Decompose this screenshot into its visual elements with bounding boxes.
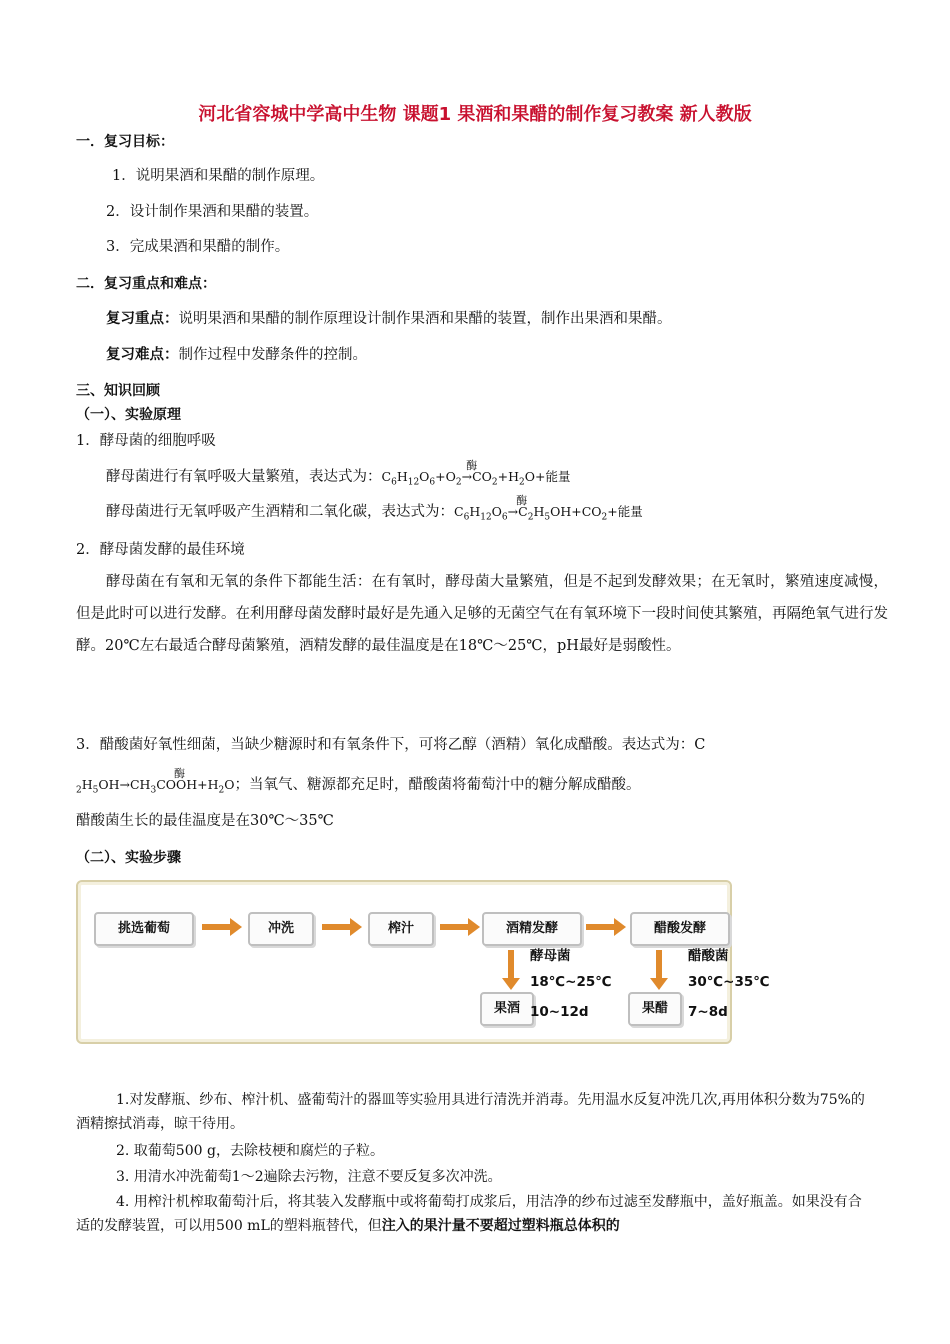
goal-item-2: 2．设计制作果酒和果醋的装置。 [106, 204, 319, 220]
subheading-steps: （二）、实验步骤 [76, 850, 181, 866]
enzyme-label: 酶 [516, 494, 528, 507]
aerobic-equation-line [106, 459, 571, 488]
right-arrow-icon [586, 918, 626, 936]
acetobacter-line-1: 3．醋酸菌好氧性细菌，当缺少糖源时和有氧条件下，可将乙醇（酒精）氧化成醋酸。表达式为：C [76, 737, 706, 753]
down-arrow-icon [502, 950, 520, 990]
difficulty-label: 复习难点： [106, 347, 179, 363]
acetic-equation: $_2H_5OH\to CH_3COOH$ 酶 $+H_2O$ [76, 767, 235, 796]
key-point-line [106, 307, 672, 328]
wine-organism: 酵母菌 [530, 948, 571, 964]
subheading-principle: （一）、实验原理 [76, 407, 181, 423]
flow-step-alcohol-fermentation: 酒精发酵 [482, 912, 582, 946]
step-4-text: 4. 用榨汁机榨取葡萄汁后，将其装入发酵瓶中或将葡萄打成浆后，用洁净的纱布过滤至发酵瓶中，盖好瓶盖。如果没有合适的发酵装置，可以用500 mL的塑料瓶替代，但 [76, 1194, 862, 1234]
process-flow-diagram [76, 880, 770, 1044]
right-arrow-icon [202, 918, 242, 936]
flow-product-wine: 果酒 [480, 992, 534, 1026]
enzyme-label: 酶 [174, 767, 186, 780]
aerobic-text: 酵母菌进行有氧呼吸大量繁殖，表达式为： [106, 469, 382, 485]
flow-product-vinegar: 果醋 [628, 992, 682, 1026]
key-point-text: 说明果酒和果醋的制作原理设计制作果酒和果醋的装置，制作出果酒和果醋。 [178, 311, 672, 327]
wine-duration: 10~12d [530, 1004, 589, 1020]
yeast-env-title: 2．酵母菌发酵的最佳环境 [76, 542, 245, 558]
aerobic-equation: $C_6H_{12}O_6+O_2\to CO$ 酶 $_2+H_2O+$能量 [381, 459, 571, 488]
down-arrow-icon [650, 950, 668, 990]
vinegar-organism: 醋酸菌 [688, 948, 729, 964]
difficulty-text: 制作过程中发酵条件的控制。 [178, 347, 367, 363]
step-3-line: 3. 用清水冲洗葡萄1～2遍除去污物，注意不要反复多次冲洗。 [116, 1169, 502, 1185]
yeast-respiration-title: 1．酵母菌的细胞呼吸 [76, 433, 216, 449]
step-4-paragraph [76, 1190, 872, 1238]
section-heading-review: 三、知识回顾 [76, 383, 160, 399]
goal-item-1: 1．说明果酒和果醋的制作原理。 [112, 168, 325, 184]
anaerobic-equation-line [106, 494, 643, 523]
wine-temperature: 18℃~25℃ [530, 974, 612, 990]
flow-step-juice: 榨汁 [368, 912, 434, 946]
flow-step-rinse: 冲洗 [248, 912, 314, 946]
flow-step-select: 挑选葡萄 [94, 912, 194, 946]
vinegar-temperature: 30℃~35℃ [688, 974, 770, 990]
section-heading-key-points: 二．复习重点和难点： [76, 276, 216, 292]
key-point-label: 复习重点： [106, 311, 179, 327]
step-1-paragraph: 1.对发酵瓶、纱布、榨汁机、盛葡萄汁的器皿等实验用具进行清洗并消毒。先用温水反复冲洗几次,再用体积分数为75%的酒精擦拭消毒，晾干待用。 [76, 1092, 865, 1132]
step-4-emphasis: 注入的果汁量不要超过塑料瓶总体积的 [381, 1218, 620, 1234]
anaerobic-text: 酵母菌进行无氧呼吸产生酒精和二氧化碳，表达式为： [106, 504, 454, 520]
section-heading-goals: 一．复习目标： [76, 134, 174, 150]
anaerobic-equation: $C_6H_{12}O_6\to C$ 酶 $_2H_5OH+CO_2+$能量 [454, 494, 643, 523]
acetobacter-temp-line: 醋酸菌生长的最佳温度是在30℃～35℃ [76, 813, 334, 829]
yeast-env-paragraph: 酵母菌在有氧和无氧的条件下都能生活：在有氧时，酵母菌大量繁殖，但是不起到发酵效果；在无氧时，繁殖速度减慢，但是此时可以进行发酵。在利用酵母菌发酵时最好是先通入足够的无菌空气在有氧环境下一段时间使其繁殖，再隔绝氧气进行发酵。20℃左右最适合酵母菌繁殖，酒精发酵的最佳温度是在18℃～25℃，pH最好是弱酸性。 [76, 574, 888, 654]
acetobacter-line-2-tail: ；当氧气、糖源都充足时，醋酸菌将葡萄汁中的糖分解成醋酸。 [234, 777, 641, 793]
step-2-line: 2. 取葡萄500 g，去除枝梗和腐烂的子粒。 [116, 1143, 384, 1159]
flow-step-acetic-fermentation: 醋酸发酵 [630, 912, 730, 946]
vinegar-duration: 7~8d [688, 1004, 728, 1020]
right-arrow-icon [440, 918, 480, 936]
goal-item-3: 3．完成果酒和果醋的制作。 [106, 239, 290, 255]
acetobacter-line-2 [76, 767, 641, 796]
page-title: 河北省容城中学高中生物 课题1 果酒和果醋的制作复习教案 新人教版 [198, 104, 752, 125]
right-arrow-icon [322, 918, 362, 936]
difficulty-line [106, 343, 367, 364]
enzyme-label: 酶 [466, 459, 478, 472]
